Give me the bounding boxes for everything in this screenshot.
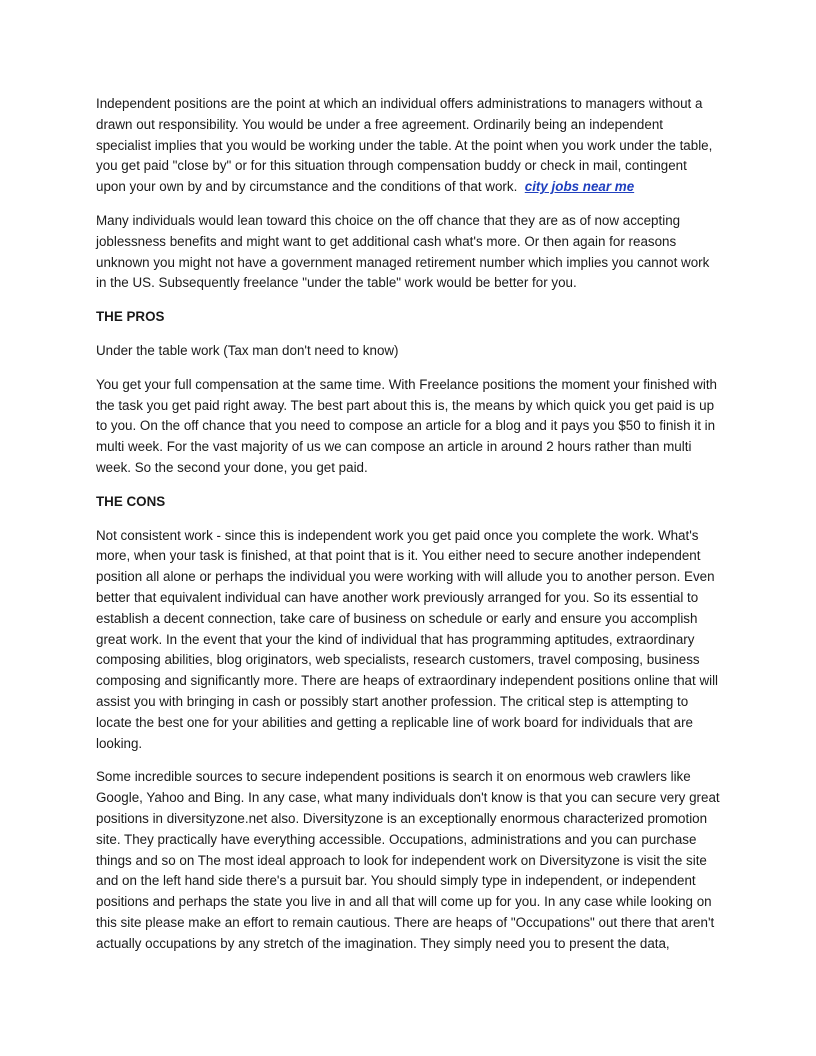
cons-body: Not consistent work - since this is independent work you get paid once you complete the work. What's more, when your task is finished, at that point that is it. You either need to secure another independent position all alone or perhaps the individual you were working with will allude you to another person. Even better that equivalent individual can have another work previously arranged for you. So its essential to establish a decent connection, take care of business on schedule or early and ensure you accomplish great work. In the event that your the kind of individual that has programming aptitudes, extraordinary composing abilities, blog originators, web specialists, research customers, travel composing, business composing and significantly more. There are heaps of extraordinary independent positions online that will assist you with bringing in cash or possibly start another profession. The critical step is attempting to locate the best one for your abilities and getting a replicable line of work board for individuals that are looking. <box>96 527 719 751</box>
city-jobs-link[interactable]: city jobs near me <box>524 179 635 195</box>
pros-heading: THE PROS <box>96 309 165 325</box>
pros-body: You get your full compensation at the same time. With Freelance positions the moment your finished with the task you get paid right away. The best part about this is, the means by which quick you get paid is up to you. On the off chance that you need to compose an article for a blog and it pays you $50 to finish it in multi week. For the vast majority of us we can compose an article in around 2 hours rather than multi week. So the second your done, you get paid. <box>96 376 717 475</box>
cons-heading: THE CONS <box>96 493 166 509</box>
pros-subheading: Under the table work (Tax man don't need to know) <box>96 342 399 358</box>
intro-paragraph <box>96 94 720 198</box>
intro-text: Independent positions are the point at which an individual offers administrations to managers without a drawn out responsibility. You would be under a free agreement. Ordinarily being an independent specialist implies that you would be working under the table. At the point when you work under the table, you get paid "close by" or for this situation through compensation buddy or check in mail, contingent upon your own by and by circumstance and the conditions of that work. <box>96 96 713 195</box>
paragraph-2: Many individuals would lean toward this choice on the off chance that they are as of now accepting joblessness benefits and might want to get additional cash what's more. Or then again for reasons unknown you might not have a government managed retirement number which implies you cannot work in the US. Subsequently freelance "under the table" work would be better for you. <box>96 212 710 291</box>
sources-body: Some incredible sources to secure independent positions is search it on enormous web crawlers like Google, Yahoo and Bing. In any case, what many individuals don't know is that you can secure very great positions in diversityzone.net also. Diversityzone is an exceptionally enormous characterized promotion site. They practically have everything accessible. Occupations, administrations and you can purchase things and so on The most ideal approach to look for independent work on Diversityzone is visit the site and on the left hand side there's a pursuit bar. You should simply type in independent, or independent positions and perhaps the state you live in and all that will come up for you. In any case while looking on this site please make an effort to remain cautious. There are heaps of "Occupations" out there that aren't actually occupations by any stretch of the imagination. They simply need you to present the data, <box>96 769 720 951</box>
document-page <box>96 94 720 967</box>
